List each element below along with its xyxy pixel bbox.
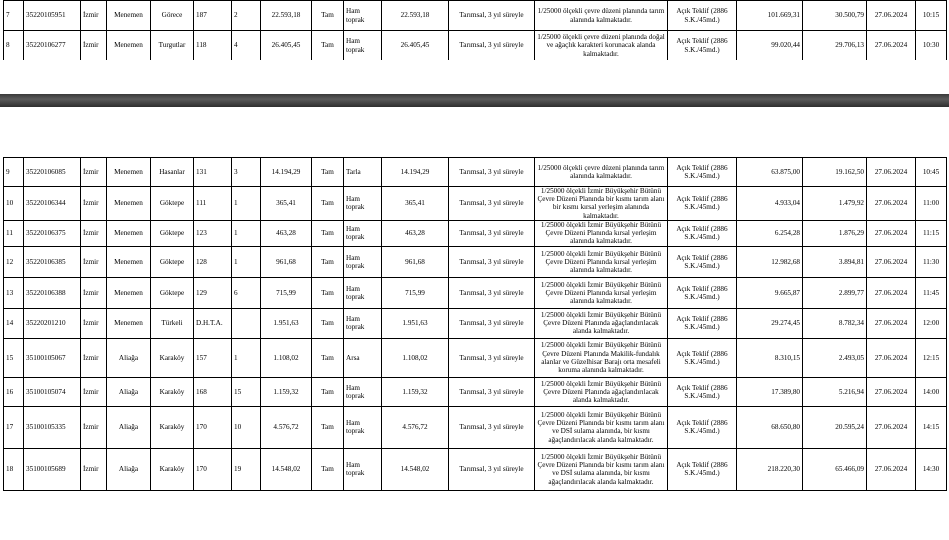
cell-tender-method: Açık Teklif (2886 S.K./45md.) [668,448,737,490]
cell-block-number: 19 [232,448,261,490]
cell-estimated-value: 68.650,80 [737,406,803,448]
table-row [4,31,947,61]
cell-province: İzmir [81,308,107,338]
cell-lease-purpose: Tarımsal, 3 yıl süreyle [449,246,535,277]
cell-share: Tam [312,1,344,31]
cell-lease-area: 1.159,32 [382,377,449,406]
cell-lease-purpose: Tarımsal, 3 yıl süreyle [449,31,535,61]
cell-district: Menemen [107,220,151,246]
cell-share: Tam [312,31,344,61]
cell-tender-time: 14:00 [916,377,947,406]
cell-immovable-number: 35220106385 [24,246,81,277]
cell-share: Tam [312,246,344,277]
cell-neighborhood: Hasanlar [151,158,194,187]
cell-tender-time: 10:45 [916,158,947,187]
cell-share: Tam [312,158,344,187]
cell-district: Menemen [107,308,151,338]
cell-guarantee-amount: 1.479,92 [803,187,867,221]
cell-row-number: 13 [4,277,24,308]
cell-tender-date: 27.06.2024 [867,220,916,246]
cell-area: 4.576,72 [261,406,312,448]
cell-estimated-value: 29.274,45 [737,308,803,338]
cell-neighborhood: Karaköy [151,377,194,406]
cell-province: İzmir [81,31,107,61]
cell-block-number [232,308,261,338]
cell-property-type: Ham toprak [344,448,382,490]
table-row [4,406,947,448]
cell-tender-method: Açık Teklif (2886 S.K./45md.) [668,187,737,221]
cell-property-type: Ham toprak [344,377,382,406]
cell-property-type: Tarla [344,158,382,187]
cell-plan-description: 1/25000 ölçekli çevre düzeni planında tarım alanında kalmaktadır. [535,158,668,187]
cell-tender-method: Açık Teklif (2886 S.K./45md.) [668,308,737,338]
cell-province: İzmir [81,187,107,221]
cell-share: Tam [312,187,344,221]
table-row [4,377,947,406]
cell-plan-description: 1/25000 ölçekli çevre düzeni planında doğal ve ağaçlık karakteri korunacak alanda kalmaktadır. [535,31,668,61]
cell-plan-description: 1/25000 ölçekli İzmir Büyükşehir Bütünü Çevre Düzeni Planında bir kısmı tarım alanı ve DSİ sulama alanında, bir kısmı ağaçlandırılacak alanda kalmaktadır. [535,406,668,448]
cell-province: İzmir [81,338,107,377]
cell-immovable-number: 35100105689 [24,448,81,490]
cell-property-type: Ham toprak [344,406,382,448]
cell-block-number: 4 [232,31,261,61]
cell-district: Aliağa [107,377,151,406]
cell-neighborhood: Karaköy [151,406,194,448]
cell-estimated-value: 9.665,87 [737,277,803,308]
cell-district: Menemen [107,158,151,187]
cell-share: Tam [312,406,344,448]
cell-tender-time: 14:15 [916,406,947,448]
cell-share: Tam [312,277,344,308]
cell-area: 463,28 [261,220,312,246]
cell-estimated-value: 6.254,28 [737,220,803,246]
cell-neighborhood: Göktepe [151,220,194,246]
cell-area: 715,99 [261,277,312,308]
cell-row-number: 15 [4,338,24,377]
cell-tender-date: 27.06.2024 [867,31,916,61]
cell-immovable-number: 35220106085 [24,158,81,187]
cell-parcel-number: 131 [194,158,232,187]
cell-immovable-number: 35100105335 [24,406,81,448]
cell-lease-area: 365,41 [382,187,449,221]
cell-tender-date: 27.06.2024 [867,448,916,490]
cell-parcel-number: 157 [194,338,232,377]
cell-tender-date: 27.06.2024 [867,377,916,406]
cell-district: Menemen [107,1,151,31]
cell-district: Menemen [107,187,151,221]
cell-immovable-number: 35100105067 [24,338,81,377]
cell-tender-method: Açık Teklif (2886 S.K./45md.) [668,158,737,187]
cell-row-number: 18 [4,448,24,490]
cell-lease-area: 4.576,72 [382,406,449,448]
cell-lease-area: 22.593,18 [382,1,449,31]
cell-province: İzmir [81,246,107,277]
cell-guarantee-amount: 20.595,24 [803,406,867,448]
cell-tender-method: Açık Teklif (2886 S.K./45md.) [668,377,737,406]
cell-tender-time: 10:15 [916,1,947,31]
cell-estimated-value: 17.389,80 [737,377,803,406]
cell-tender-method: Açık Teklif (2886 S.K./45md.) [668,246,737,277]
cell-parcel-number: 128 [194,246,232,277]
cell-tender-time: 12:15 [916,338,947,377]
cell-neighborhood: Görece [151,1,194,31]
cell-tender-method: Açık Teklif (2886 S.K./45md.) [668,31,737,61]
cell-parcel-number: 129 [194,277,232,308]
cell-province: İzmir [81,220,107,246]
cell-tender-method: Açık Teklif (2886 S.K./45md.) [668,220,737,246]
cell-plan-description: 1/25000 ölçekli İzmir Büyükşehir Bütünü Çevre Düzeni Planında ağaçlandırılacak alanda kalmaktadır. [535,308,668,338]
cell-parcel-number: 111 [194,187,232,221]
cell-tender-method: Açık Teklif (2886 S.K./45md.) [668,338,737,377]
cell-lease-purpose: Tarımsal, 3 yıl süreyle [449,406,535,448]
cell-tender-date: 27.06.2024 [867,338,916,377]
cell-parcel-number: 168 [194,377,232,406]
cell-block-number: 6 [232,277,261,308]
cell-province: İzmir [81,1,107,31]
cell-plan-description: 1/25000 ölçekli İzmir Büyükşehir Bütünü Çevre Düzeni Planında kırsal yerleşim alanında kalmaktadır. [535,220,668,246]
cell-tender-time: 11:15 [916,220,947,246]
cell-row-number: 9 [4,158,24,187]
cell-estimated-value: 12.982,68 [737,246,803,277]
cell-lease-purpose: Tarımsal, 3 yıl süreyle [449,1,535,31]
cell-guarantee-amount: 29.706,13 [803,31,867,61]
cell-parcel-number: 123 [194,220,232,246]
cell-area: 22.593,18 [261,1,312,31]
cell-guarantee-amount: 5.216,94 [803,377,867,406]
cell-tender-method: Açık Teklif (2886 S.K./45md.) [668,1,737,31]
cell-share: Tam [312,220,344,246]
cell-property-type: Ham toprak [344,187,382,221]
cell-lease-area: 1.108,02 [382,338,449,377]
cell-plan-description: 1/25000 ölçekli çevre düzeni planında tarım alanında kalmaktadır. [535,1,668,31]
page-separator [0,94,949,107]
cell-share: Tam [312,377,344,406]
cell-neighborhood: Göktepe [151,277,194,308]
cell-property-type: Ham toprak [344,1,382,31]
cell-district: Menemen [107,277,151,308]
cell-area: 365,41 [261,187,312,221]
table-row [4,338,947,377]
cell-province: İzmir [81,158,107,187]
cell-plan-description: 1/25000 ölçekli İzmir Büyükşehir Bütünü Çevre Düzeni Planında Makilik-fundalık alanlar ve Güzelhisar Barajı orta mesafeli koruma alanında kalmaktadır. [535,338,668,377]
cell-row-number: 11 [4,220,24,246]
cell-neighborhood: Karaköy [151,448,194,490]
cell-area: 26.405,45 [261,31,312,61]
cell-lease-purpose: Tarımsal, 3 yıl süreyle [449,338,535,377]
cell-block-number: 1 [232,187,261,221]
cell-property-type: Ham toprak [344,246,382,277]
cell-block-number: 1 [232,246,261,277]
cell-immovable-number: 35220106375 [24,220,81,246]
cell-neighborhood: Türkeli [151,308,194,338]
cell-neighborhood: Turgutlar [151,31,194,61]
cell-area: 1.159,32 [261,377,312,406]
cell-area: 1.951,63 [261,308,312,338]
cell-estimated-value: 8.310,15 [737,338,803,377]
cell-guarantee-amount: 3.894,81 [803,246,867,277]
cell-guarantee-amount: 30.500,79 [803,1,867,31]
cell-lease-purpose: Tarımsal, 3 yıl süreyle [449,158,535,187]
cell-guarantee-amount: 8.782,34 [803,308,867,338]
cell-lease-area: 715,99 [382,277,449,308]
cell-block-number: 10 [232,406,261,448]
cell-district: Aliağa [107,448,151,490]
cell-guarantee-amount: 1.876,29 [803,220,867,246]
cell-lease-area: 961,68 [382,246,449,277]
cell-neighborhood: Göktepe [151,187,194,221]
table-row [4,246,947,277]
cell-district: Menemen [107,246,151,277]
cell-plan-description: 1/25000 ölçekli İzmir Büyükşehir Bütünü Çevre Düzeni Planında bir kısmı tarım alanı ve DSİ sulama alanında, bir kısmı ağaçlandırılacak alanda kalmaktadır. [535,448,668,490]
cell-immovable-number: 35220201210 [24,308,81,338]
cell-parcel-number: 187 [194,1,232,31]
cell-tender-time: 11:45 [916,277,947,308]
cell-block-number: 15 [232,377,261,406]
cell-parcel-number: 170 [194,448,232,490]
table-row [4,277,947,308]
auction-table-page-1 [3,0,947,61]
cell-estimated-value: 218.220,30 [737,448,803,490]
cell-tender-time: 14:30 [916,448,947,490]
cell-row-number: 14 [4,308,24,338]
page-gap [0,60,949,94]
cell-district: Menemen [107,31,151,61]
cell-tender-date: 27.06.2024 [867,187,916,221]
cell-area: 961,68 [261,246,312,277]
cell-tender-date: 27.06.2024 [867,1,916,31]
cell-row-number: 10 [4,187,24,221]
cell-property-type: Ham toprak [344,31,382,61]
cell-lease-area: 1.951,63 [382,308,449,338]
cell-plan-description: 1/25000 ölçekli İzmir Büyükşehir Bütünü Çevre Düzeni Planında kırsal yerleşim alanında kalmaktadır. [535,277,668,308]
cell-lease-area: 14.548,02 [382,448,449,490]
cell-property-type: Ham toprak [344,308,382,338]
cell-neighborhood: Göktepe [151,246,194,277]
cell-parcel-number: D.H.T.A. [194,308,232,338]
cell-row-number: 8 [4,31,24,61]
cell-plan-description: 1/25000 ölçekli İzmir Büyükşehir Bütünü Çevre Düzeni Planında kırsal yerleşim alanında kalmaktadır. [535,246,668,277]
cell-row-number: 17 [4,406,24,448]
table-row [4,187,947,221]
cell-tender-time: 11:30 [916,246,947,277]
cell-block-number: 1 [232,338,261,377]
table-row [4,448,947,490]
cell-immovable-number: 35220106388 [24,277,81,308]
cell-lease-purpose: Tarımsal, 3 yıl süreyle [449,187,535,221]
cell-immovable-number: 35220106277 [24,31,81,61]
cell-lease-purpose: Tarımsal, 3 yıl süreyle [449,220,535,246]
cell-parcel-number: 170 [194,406,232,448]
cell-province: İzmir [81,277,107,308]
cell-tender-date: 27.06.2024 [867,158,916,187]
cell-tender-time: 12:00 [916,308,947,338]
cell-row-number: 16 [4,377,24,406]
cell-plan-description: 1/25000 ölçekli İzmir Büyükşehir Bütünü Çevre Düzeni Planında ağaçlandırılacak alanda kalmaktadır. [535,377,668,406]
cell-share: Tam [312,308,344,338]
cell-guarantee-amount: 65.466,09 [803,448,867,490]
cell-lease-area: 14.194,29 [382,158,449,187]
cell-immovable-number: 35100105074 [24,377,81,406]
cell-area: 14.194,29 [261,158,312,187]
cell-tender-date: 27.06.2024 [867,308,916,338]
cell-guarantee-amount: 19.162,50 [803,158,867,187]
cell-area: 1.108,02 [261,338,312,377]
cell-estimated-value: 99.020,44 [737,31,803,61]
table-row [4,220,947,246]
cell-property-type: Ham toprak [344,220,382,246]
cell-tender-date: 27.06.2024 [867,406,916,448]
cell-estimated-value: 4.933,04 [737,187,803,221]
cell-province: İzmir [81,377,107,406]
cell-row-number: 12 [4,246,24,277]
cell-share: Tam [312,448,344,490]
cell-estimated-value: 101.669,31 [737,1,803,31]
cell-plan-description: 1/25000 ölçekli İzmir Büyükşehir Bütünü Çevre Düzeni Planında bir kısmı tarım alanı bir kısmı kırsal yerleşim alanında kalmaktadır. [535,187,668,221]
cell-area: 14.548,02 [261,448,312,490]
cell-parcel-number: 118 [194,31,232,61]
cell-lease-purpose: Tarımsal, 3 yıl süreyle [449,448,535,490]
cell-row-number: 7 [4,1,24,31]
cell-immovable-number: 35220106344 [24,187,81,221]
cell-tender-time: 11:00 [916,187,947,221]
cell-neighborhood: Karaköy [151,338,194,377]
cell-guarantee-amount: 2.493,05 [803,338,867,377]
cell-block-number: 3 [232,158,261,187]
cell-lease-purpose: Tarımsal, 3 yıl süreyle [449,308,535,338]
cell-district: Aliağa [107,338,151,377]
cell-lease-area: 26.405,45 [382,31,449,61]
table-row [4,308,947,338]
cell-lease-purpose: Tarımsal, 3 yıl süreyle [449,277,535,308]
cell-block-number: 2 [232,1,261,31]
cell-property-type: Arsa [344,338,382,377]
cell-property-type: Ham toprak [344,277,382,308]
cell-lease-purpose: Tarımsal, 3 yıl süreyle [449,377,535,406]
cell-district: Aliağa [107,406,151,448]
cell-tender-method: Açık Teklif (2886 S.K./45md.) [668,406,737,448]
cell-tender-date: 27.06.2024 [867,277,916,308]
cell-lease-area: 463,28 [382,220,449,246]
cell-tender-method: Açık Teklif (2886 S.K./45md.) [668,277,737,308]
cell-tender-time: 10:30 [916,31,947,61]
cell-share: Tam [312,338,344,377]
cell-province: İzmir [81,406,107,448]
auction-table-page-2 [3,157,947,491]
cell-guarantee-amount: 2.899,77 [803,277,867,308]
table-row [4,158,947,187]
cell-tender-date: 27.06.2024 [867,246,916,277]
cell-block-number: 1 [232,220,261,246]
table-row [4,1,947,31]
cell-province: İzmir [81,448,107,490]
cell-estimated-value: 63.875,00 [737,158,803,187]
cell-immovable-number: 35220105951 [24,1,81,31]
